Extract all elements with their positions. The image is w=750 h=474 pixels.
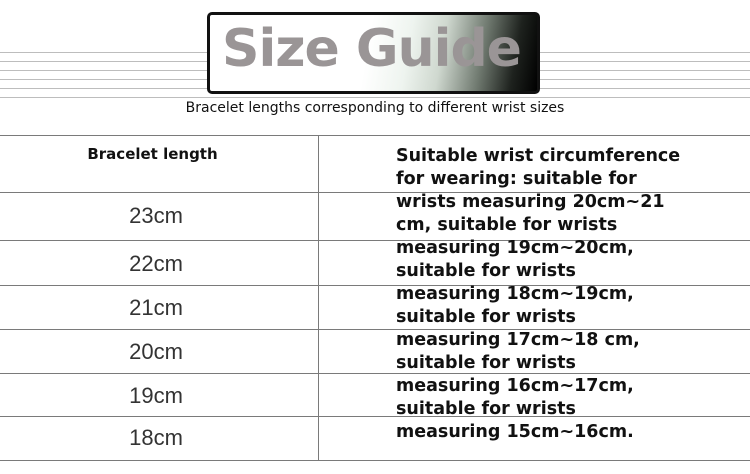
table-row-length: 22cm	[129, 251, 183, 276]
wrist-size-description: Suitable wrist circumference for wearing: suitable for wrists measuring 20cm~21 cm, suitable for wrists measuring 19cm~20cm, suitable for wrists measuring 18cm~19cm, suitable for wrists measuring 17cm~18 cm, suitable for wrists measuring 16cm~17cm, suitable for wrists measuring 15cm~16cm.	[396, 146, 681, 442]
table-row-length: 20cm	[129, 339, 183, 364]
table-divider	[0, 135, 750, 136]
table-row-length: 18cm	[129, 425, 183, 450]
title-banner	[207, 12, 540, 94]
table-row-length: 21cm	[129, 295, 183, 320]
table-row-length: 19cm	[129, 383, 183, 408]
table-row-length: 23cm	[129, 203, 183, 228]
column-divider	[318, 135, 319, 460]
table-divider	[0, 460, 750, 461]
size-table	[0, 135, 750, 465]
page-subtitle: Bracelet lengths corresponding to different wrist sizes	[185, 100, 565, 116]
page-title: Size Guide	[222, 19, 521, 79]
column-header: Bracelet length	[87, 145, 218, 163]
